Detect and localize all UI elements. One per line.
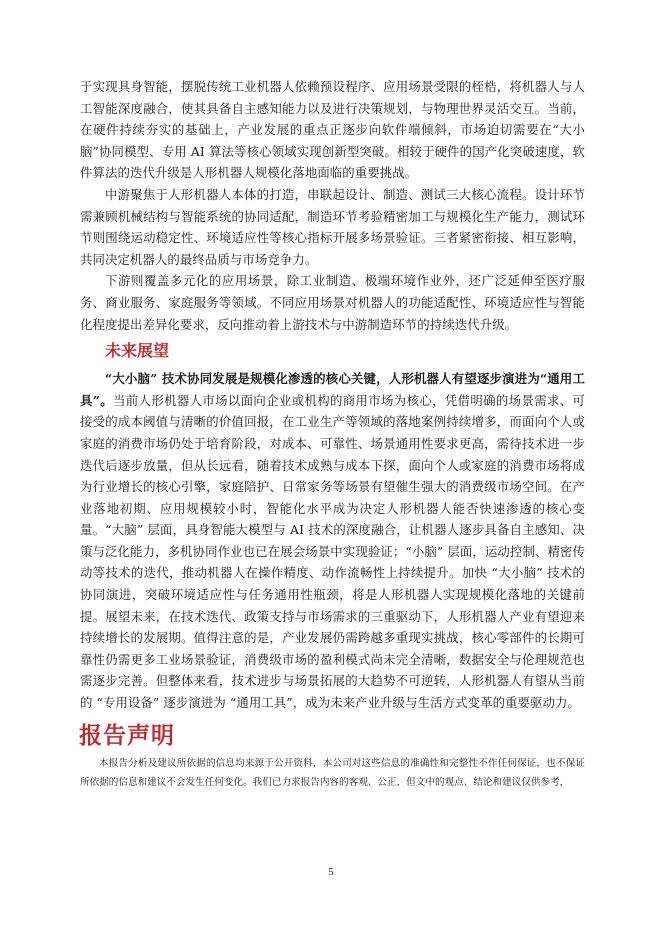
outlook-paragraph	[80, 368, 585, 714]
body-paragraph-continuation: 于实现具身智能，摆脱传统工业机器人依赖预设程序、应用场景受限的桎梏，将机器人与人工智能深度融合，使其具备自主感知能力以及进行决策规划，与物理世界灵活交互。当前，在硬件持续夯实的基础上，产业发展的重点正逐步向软件端倾斜，市场迫切需要在“大小脑”协同模型、专用 AI 算法等核心领域实现创新型突破。相较于硬件的国产化突破速度，软件算法的迭代升级是人形机器人规模化落地面临的重要挑战。	[80, 79, 585, 181]
report-declaration-title: 报告声明	[79, 721, 175, 749]
body-paragraph-midstream: 中游聚焦于人形机器人本体的打造，串联起设计、制造、测试三大核心流程。设计环节需兼顾机械结构与智能系统的协同适配，制造环节考验精密加工与规模化生产能力，测试环节则围绕运动稳定性、环境适应性等核心指标开展多场景验证。三者紧密衔接、相互影响，共同决定机器人的最终品质与市场竞争力。	[80, 186, 585, 267]
section-heading-outlook: 未来展望	[105, 341, 170, 361]
body-paragraph-downstream: 下游则覆盖多元化的应用场景，除工业制造、极端环境作业外，还广泛延伸至医疗服务、商业服务、家庭服务等领域。不同应用场景对机器人的功能适配性、环境适应性与智能化程度提出差异化要求，反向推动着上游技术与中游制造环节的持续迭代升级。	[80, 273, 585, 332]
page-content	[80, 76, 585, 792]
outlook-text: 当前人形机器人市场以面向企业或机构的商用市场为核心，凭借明确的场景需求、可接受的成本阈值与清晰的价值回报，在工业生产等领域的落地案例持续增多，而面向个人或家庭的消费市场仍处于培育阶段，对成本、可靠性、场景通用性要求更高，需待技术进一步迭代后逐步放量，但从长远看，随着技术成熟与成本下探，面向个人或家庭的消费市场将成为行业增长的核心引擎，家庭陪护、日常家务等场景有望催生强大的消费级市场空间。在产业落地初期、应用规模较小时，智能化水平成为决定人形机器人能否快速渗透的核心变量。“大脑” 层面，具身智能大模型与 AI 技术的深度融合，让机器人逐步具备自主感知、决策与泛化能力，多机协同作业也已在展会场景中实现验证；“小脑” 层面，运动控制、精密传动等技术的迭代，推动机器人在操作精度、动作流畅性上持续提升。加快 “大小脑” 技术的协同演进，突破环境适应性与任务通用性瓶颈，将是人形机器人实现规模化落地的关键前提。展望未来，在技术迭代、政策支持与市场需求的三重驱动下，人形机器人产业有望迎来持续增长的发展期。值得注意的是，产业发展仍需跨越多重现实挑战，核心零部件的长期可靠性仍需更多工业场景验证，消费级市场的盈利模式尚未完全清晰，数据安全与伦理规范也需逐步完善。但整体来看，技术进步与场景拓展的大趋势不可逆转，人形机器人有望从当前的 “专用设备” 逐步演进为 “通用工具”，成为未来产业升级与生活方式变革的重要驱动力。	[80, 392, 585, 711]
declaration-text: 本报告分析及建议所依据的信息均来源于公开资料，本公司对这些信息的准确性和完整性不作任何保证，也不保证所依据的信息和建议不会发生任何变化。我们已力求报告内容的客观、公正，但文中的观点、结论和建议仅供参考，	[80, 757, 585, 788]
outlook-lead-bold: “大小脑” 技术协同发展是规模化渗透的核心关键，人形机器人有望逐步演进为“通用工具”。	[80, 371, 585, 408]
page-number: 5	[328, 866, 334, 878]
